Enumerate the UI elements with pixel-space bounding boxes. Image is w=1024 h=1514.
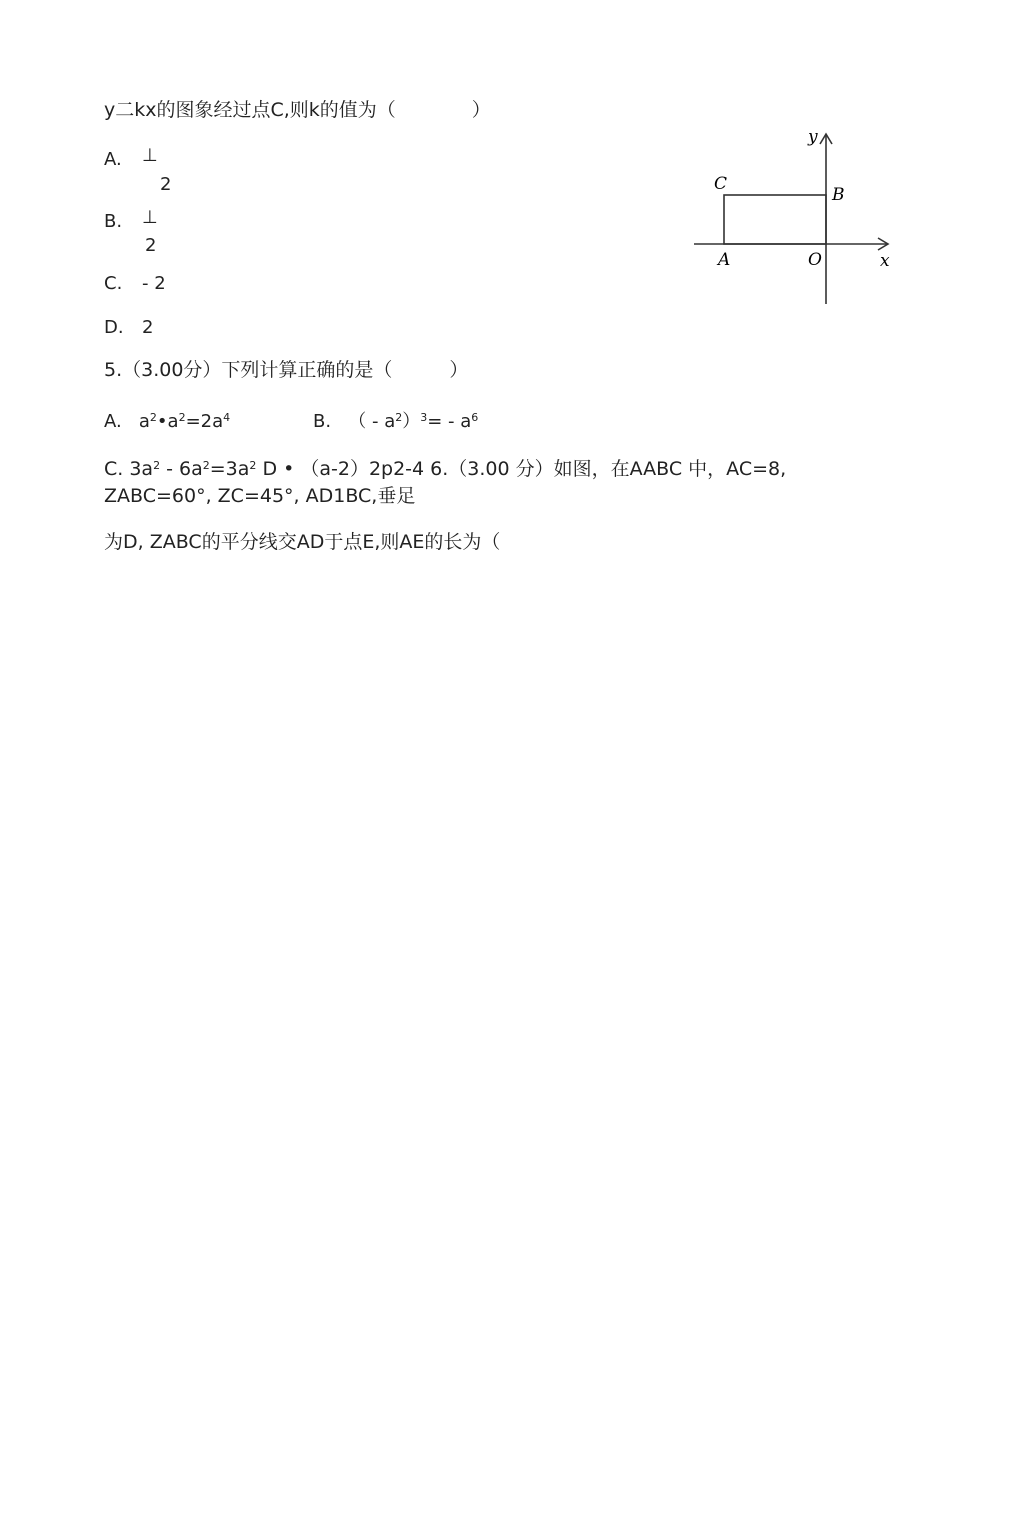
q5-stem: 5.（3.00分）下列计算正确的是（ ）	[104, 359, 469, 381]
rectangle-aobc	[724, 195, 826, 244]
q4-stem: y二kx的图象经过点C,则k的值为（ ）	[104, 99, 491, 121]
option-d-value: 2	[142, 317, 154, 338]
option-d-letter: D.	[104, 317, 124, 338]
label-c: C	[714, 174, 728, 194]
option-a-letter: A.	[104, 149, 122, 170]
label-x: x	[880, 251, 890, 271]
q5-option-a-letter: A.	[104, 411, 122, 432]
q5-option-a: A. $a^2•a^2=2a^4$	[104, 411, 231, 432]
q5-option-b-letter: B.	[313, 411, 332, 432]
q5-option-b: B. （ - $a^2)^3= - a^6$	[313, 411, 479, 432]
label-a: A	[718, 250, 731, 270]
option-a-denominator: 2	[160, 174, 172, 195]
coordinate-figure	[690, 126, 900, 308]
label-o: O	[808, 250, 822, 270]
option-a-numerator: ⊥	[142, 145, 158, 166]
option-b-numerator: ⊥	[142, 207, 158, 228]
option-b-letter: B.	[104, 211, 123, 232]
q5-line-c-d-q6: C. $3a^2 - 6a^2=3a^2$ D • （a-2）2p2-4 6.（3.00 分）如图，在AABC 中，AC=8,	[104, 458, 787, 480]
q6-line-2: ZABC=60°, ZC=45°, AD1BC,垂足	[104, 485, 416, 507]
option-b-denominator: 2	[145, 235, 157, 256]
label-y: y	[808, 127, 818, 147]
option-c-value: - 2	[142, 273, 166, 294]
label-b: B	[832, 185, 845, 205]
option-c-letter: C.	[104, 273, 123, 294]
q6-line-3: 为D, ZABC的平分线交AD于点E,则AE的长为（	[104, 531, 501, 553]
